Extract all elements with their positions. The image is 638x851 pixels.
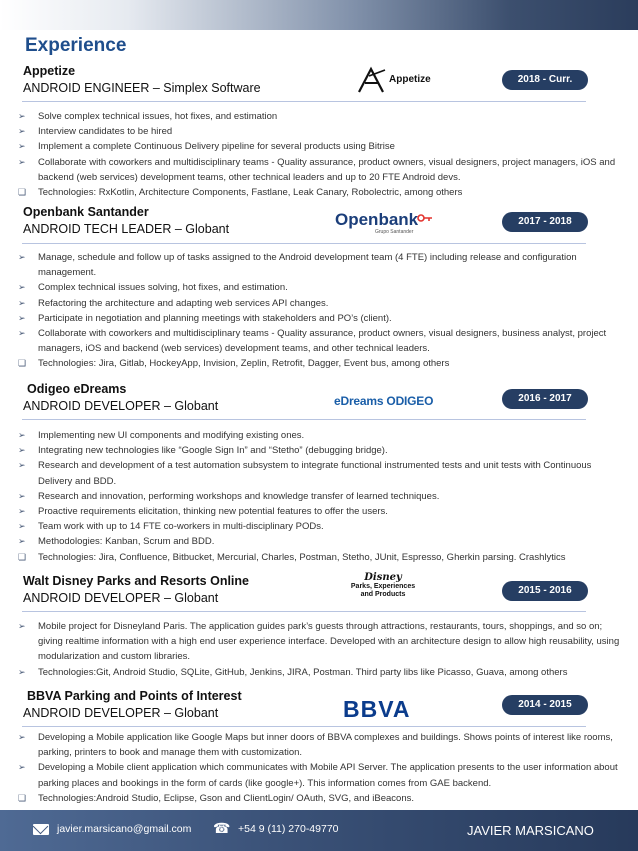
bbva-logo-icon: BBVA bbox=[343, 696, 411, 722]
arrow-bullet-icon: ➢ bbox=[18, 111, 26, 121]
footer-email[interactable]: javier.marsicano@gmail.com bbox=[57, 823, 192, 835]
bullet-item bbox=[18, 326, 623, 356]
bullet-text: Solve complex technical issues, hot fixes, and estimation bbox=[38, 111, 278, 122]
bullet-item bbox=[18, 730, 623, 760]
arrow-bullet-icon: ➢ bbox=[18, 252, 26, 262]
job-bullets bbox=[18, 250, 623, 372]
divider bbox=[22, 243, 586, 244]
bullet-item bbox=[18, 139, 623, 154]
bullet-item bbox=[18, 296, 623, 311]
bullet-text: Developing a Mobile client application which communicates with Mobile API Server. The application presents to the user information about parking places and bookings in the form of cards (like google+). This information comes from GAE backend. bbox=[38, 762, 618, 789]
bullet-text: Technologies: RxKotlin, Architecture Components, Fastlane, Leak Canary, Robolectric, among others bbox=[38, 187, 463, 199]
arrow-bullet-icon: ➢ bbox=[18, 521, 26, 532]
job-role: ANDROID TECH LEADER – Globant bbox=[23, 222, 230, 236]
bullet-item bbox=[18, 356, 623, 371]
arrow-bullet-icon: ➢ bbox=[18, 536, 26, 547]
arrow-bullet-icon: ➢ bbox=[18, 312, 26, 323]
job-role: ANDROID ENGINEER – Simplex Software bbox=[23, 81, 261, 95]
bullet-text: Implement a complete Continuous Delivery pipeline for several products using Bitrise bbox=[38, 141, 395, 153]
bullet-text: Participate in negotiation and planning meetings with stakeholders and PO’s (client). bbox=[38, 312, 392, 324]
job-bullets bbox=[18, 428, 623, 565]
bullet-item bbox=[18, 504, 623, 519]
period-badge: 2018 - Curr. bbox=[502, 70, 588, 90]
arrow-bullet-icon: ➢ bbox=[18, 156, 26, 167]
divider bbox=[22, 419, 586, 420]
arrow-bullet-icon: ➢ bbox=[18, 297, 26, 308]
bullet-text: Developing a Mobile application like Google Maps but inner doors of BBVA complexes and buildings. Shows points of interest like rooms, parking, printers to book and manage them with customization. bbox=[38, 732, 613, 759]
bullet-item bbox=[18, 109, 623, 124]
bullet-item bbox=[18, 791, 623, 806]
disney-logo-text: Disney bbox=[364, 572, 402, 583]
bullet-text: Technologies:Android Studio, Eclipse, Gson and ClientLogin/ OAuth, SVG, and iBeacons. bbox=[38, 792, 415, 804]
bullet-item bbox=[18, 458, 623, 488]
section-title: Experience bbox=[25, 35, 127, 56]
bullet-item bbox=[18, 428, 623, 443]
bullet-text: Collaborate with coworkers and multidisciplinary teams - Quality assurance, product owners, visual designers, business analyst, project managers, iOS and backend (web services) development teams, and other technical leaders. bbox=[38, 328, 607, 355]
job-bullets bbox=[18, 109, 623, 200]
arrow-bullet-icon: ➢ bbox=[18, 490, 26, 501]
bullet-text: Technologies: Jira, Confluence, Bitbucket, Mercurial, Charles, Postman, Stetho, JUnit, Espresso, Gherkin parsing. Crashlytics bbox=[38, 551, 566, 563]
arrow-bullet-icon: ➢ bbox=[18, 445, 26, 456]
openbank-logo-sub: Grupo Santander bbox=[375, 229, 414, 235]
bullet-text: Research and innovation, performing workshops and knowledge transfer of learned techniques. bbox=[38, 490, 440, 502]
bullet-item bbox=[18, 124, 623, 139]
edreams-logo-icon: eDreams ODIGEO bbox=[334, 394, 434, 408]
checkbox-bullet-icon: ❏ bbox=[18, 551, 27, 562]
bullet-item bbox=[18, 443, 623, 458]
bullet-text: Integrating new technologies like “Google Sign In” and “Stetho” (debugging bridge). bbox=[38, 445, 388, 457]
company-name: Odigeo eDreams bbox=[27, 382, 127, 396]
bullet-item bbox=[18, 519, 623, 534]
arrow-bullet-icon: ➢ bbox=[18, 126, 26, 137]
company-name: Openbank Santander bbox=[23, 205, 149, 219]
mail-icon bbox=[33, 824, 49, 835]
bullet-item bbox=[18, 250, 623, 280]
job-role: ANDROID DEVELOPER – Globant bbox=[23, 399, 219, 413]
checkbox-bullet-icon: ❏ bbox=[18, 792, 27, 803]
arrow-bullet-icon: ➢ bbox=[18, 460, 26, 471]
company-name: Appetize bbox=[23, 64, 76, 78]
period-badge: 2016 - 2017 bbox=[502, 389, 588, 409]
company-name: Walt Disney Parks and Resorts Online bbox=[23, 574, 249, 588]
appetize-logo-text: Appetize bbox=[389, 74, 431, 85]
bullet-item bbox=[18, 280, 623, 295]
divider bbox=[22, 101, 586, 102]
period-badge: 2017 - 2018 bbox=[502, 212, 588, 232]
bullet-item bbox=[18, 155, 623, 185]
arrow-bullet-icon: ➢ bbox=[18, 141, 26, 152]
arrow-bullet-icon: ➢ bbox=[18, 621, 26, 631]
period-badge: 2015 - 2016 bbox=[502, 581, 588, 601]
bullet-item bbox=[18, 619, 623, 665]
header-bar bbox=[0, 0, 638, 30]
divider bbox=[22, 726, 586, 727]
bullet-text: Proactive requirements elicitation, thinking new potential features to offer the users. bbox=[38, 506, 388, 518]
bullet-text: Research and development of a test automation subsystem to integrate functional instrumented tests and unit tests with Continuous Delivery and BDD. bbox=[38, 460, 592, 487]
divider bbox=[22, 611, 586, 612]
bullet-item bbox=[18, 185, 623, 200]
bullet-text: Collaborate with coworkers and multidisciplinary teams - Quality assurance, product owners, visual designers, project managers, iOS and backend (web services) development teams, other technical leaders and up to 20 FTE Android devs. bbox=[38, 156, 616, 183]
job-bullets bbox=[18, 619, 623, 680]
job-role: ANDROID DEVELOPER – Globant bbox=[23, 706, 219, 720]
bullet-text: Implementing new UI components and modifying existing ones. bbox=[38, 430, 305, 441]
arrow-bullet-icon: ➢ bbox=[18, 282, 26, 293]
bullet-item bbox=[18, 311, 623, 326]
disney-logo-sub: Parks, Experiences and Products bbox=[350, 583, 416, 598]
openbank-logo-text: Openbank bbox=[335, 210, 419, 229]
arrow-bullet-icon: ➢ bbox=[18, 506, 26, 517]
job-bullets bbox=[18, 730, 623, 806]
bullet-text: Refactoring the architecture and adapting web services API changes. bbox=[38, 297, 329, 309]
phone-icon: ☎ bbox=[213, 820, 231, 836]
arrow-bullet-icon: ➢ bbox=[18, 732, 26, 742]
bullet-text: Team work with up to 14 FTE co-workers in multi-disciplinary PODs. bbox=[38, 521, 324, 533]
bullet-text: Interview candidates to be hired bbox=[38, 126, 173, 138]
bullet-text: Technologies:Git, Android Studio, SQLite, GitHub, Jenkins, JIRA, Postman. Third party libs like Picasso, Guava, among others bbox=[38, 666, 568, 678]
bullet-text: Technologies: Jira, Gitlab, HockeyApp, Invision, Zeplin, Retrofit, Dagger, Event bus, among others bbox=[38, 358, 450, 370]
bullet-item bbox=[18, 665, 623, 680]
arrow-bullet-icon: ➢ bbox=[18, 762, 26, 773]
disney-logo-icon bbox=[348, 572, 418, 606]
appetize-logo-icon bbox=[357, 66, 447, 94]
bullet-text: Manage, schedule and follow up of tasks assigned to the Android development team (4 FTE) including release and configuration management. bbox=[38, 252, 577, 279]
bullet-item bbox=[18, 760, 623, 790]
bullet-item bbox=[18, 550, 623, 565]
bullet-text: Mobile project for Disneyland Paris. The application guides park’s guests through attractions, restaurants, tours, shoppings, and so on; giving realtime information with a high end user experience interface. Developed with an architecture design to allow high reusability, using modularization and custom libraries. bbox=[38, 621, 620, 663]
bullet-text: Complex technical issues solving, hot fixes, and estimation. bbox=[38, 282, 288, 294]
footer-phone[interactable]: +54 9 (11) 270-49770 bbox=[238, 823, 339, 835]
arrow-bullet-icon: ➢ bbox=[18, 666, 26, 677]
footer-bar bbox=[0, 810, 638, 851]
arrow-bullet-icon: ➢ bbox=[18, 328, 26, 339]
job-role: ANDROID DEVELOPER – Globant bbox=[23, 591, 219, 605]
checkbox-bullet-icon: ❏ bbox=[18, 187, 27, 198]
footer-name: JAVIER MARSICANO bbox=[467, 823, 594, 838]
checkbox-bullet-icon: ❏ bbox=[18, 358, 27, 369]
period-badge: 2014 - 2015 bbox=[502, 695, 588, 715]
bullet-item bbox=[18, 534, 623, 549]
bullet-item bbox=[18, 489, 623, 504]
company-name: BBVA Parking and Points of Interest bbox=[27, 689, 242, 703]
arrow-bullet-icon: ➢ bbox=[18, 430, 26, 440]
bullet-text: Methodologies: Kanban, Scrum and BDD. bbox=[38, 536, 215, 548]
openbank-logo-icon bbox=[335, 210, 435, 238]
